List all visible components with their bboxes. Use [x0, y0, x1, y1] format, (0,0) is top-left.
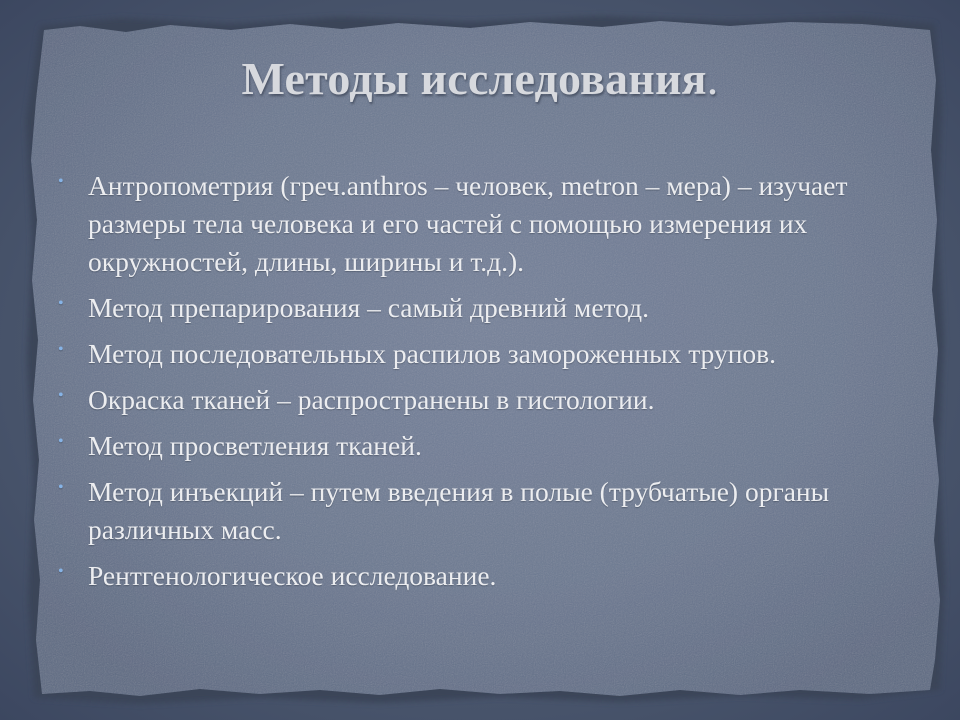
bullet-item: [58, 167, 908, 281]
slide-title-period: .: [706, 53, 719, 104]
bullet-marker-icon: •: [58, 387, 64, 404]
bullet-text: Окраска тканей – распространены в гистологии.: [88, 384, 655, 415]
bullet-item: [58, 557, 908, 595]
bullet-item: [58, 335, 908, 373]
bullet-item: [58, 427, 908, 465]
bullet-text: Метод инъекций – путем введения в полые (трубчатые) органы различных масс.: [88, 476, 830, 545]
slide-title: [0, 52, 960, 105]
bullet-item: [58, 381, 908, 419]
bullet-list: [58, 167, 908, 603]
bullet-marker-icon: •: [58, 563, 64, 580]
bullet-text: Рентгенологическое исследование.: [88, 560, 497, 591]
bullet-marker-icon: •: [58, 479, 64, 496]
bullet-marker-icon: •: [58, 295, 64, 312]
bullet-text: Метод препарирования – самый древний метод.: [88, 292, 650, 323]
bullet-item: [58, 289, 908, 327]
bullet-marker-icon: •: [58, 341, 64, 358]
bullet-item: [58, 473, 908, 549]
bullet-text: Антропометрия (греч.anthros – человек, metron – мера) – изучает размеры тела человека и его частей с помощью измерения их окружностей, длины, ширины и т.д.).: [88, 170, 848, 277]
bullet-text: Метод просветления тканей.: [88, 430, 422, 461]
slide-title-text: Методы исследования: [241, 53, 707, 104]
bullet-text: Метод последовательных распилов замороженных трупов.: [88, 338, 777, 369]
bullet-marker-icon: •: [58, 173, 64, 190]
bullet-marker-icon: •: [58, 433, 64, 450]
